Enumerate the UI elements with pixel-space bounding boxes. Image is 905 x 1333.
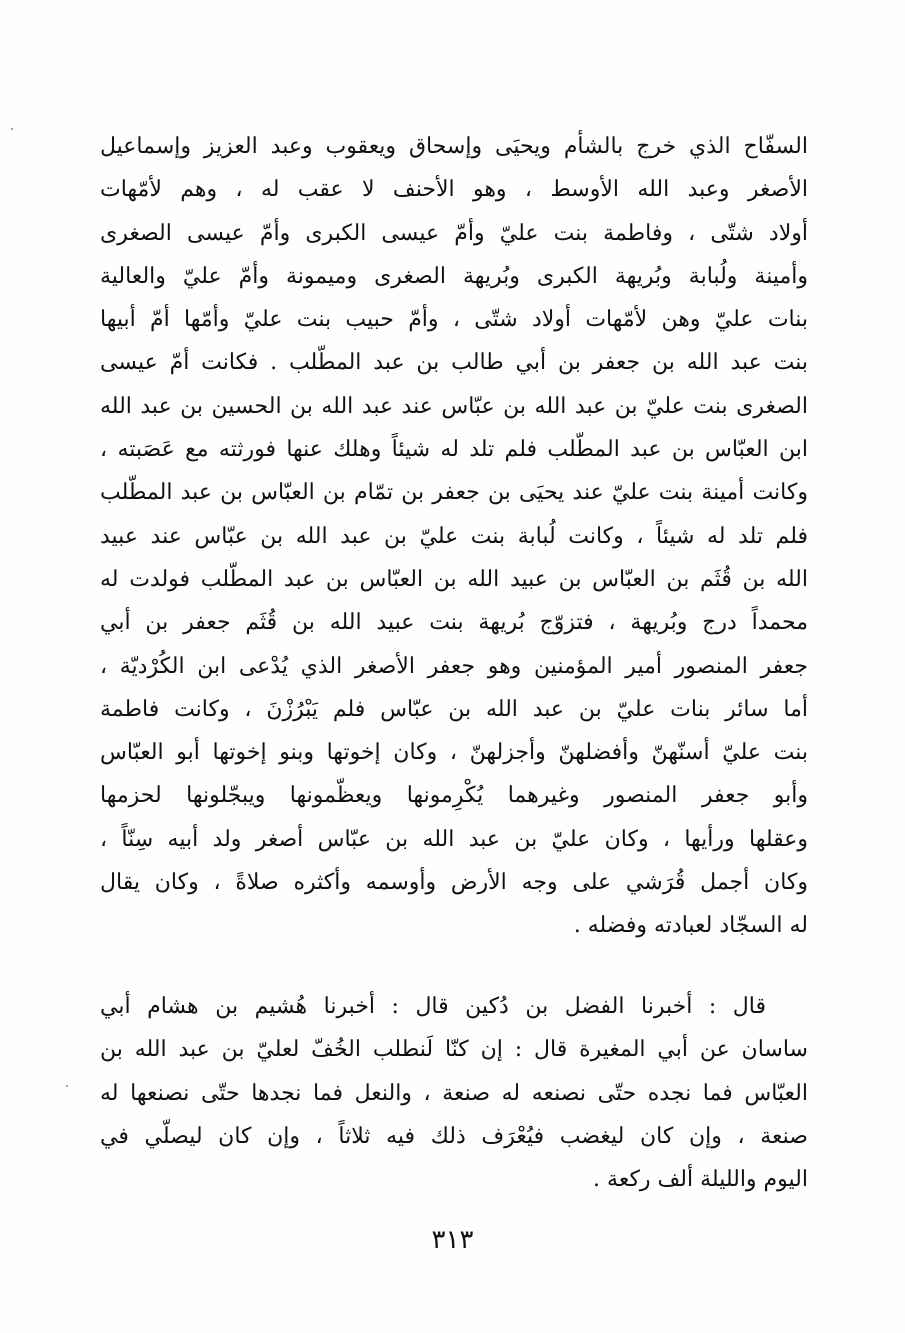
text-line: الصغرى بنت عليّ بن عبد الله بن عبّاس عند عبد الله بن الحسين بن عبد الله: [100, 393, 808, 419]
text-line: أما سائر بنات عليّ بن عبد الله بن عبّاس فلم يَبْرُزْنَ ، وكانت فاطمة: [100, 696, 808, 722]
text-line: وأمينة ولُبابة وبُريهة الكبرى وبُريهة الصغرى وميمونة وأمّ عليّ والعالية: [100, 263, 808, 289]
text-line: الأصغر وعبد الله الأوسط ، وهو الأحنف لا عقب له ، وهم لأمّهات: [100, 177, 808, 203]
text-line: وأبو جعفر المنصور وغيرهما يُكْرِمونها ويعظّمونها ويبجّلونها لحزمها: [100, 783, 808, 809]
text-line: وكان أجمل قُرَشي على وجه الأرض وأوسمه وأكثره صلاةً ، وكان يقال: [100, 870, 808, 896]
text-line: جعفر المنصور أمير المؤمنين وهو جعفر الأصغر الذي يُدْعى ابن الكُرْديّة ،: [100, 653, 808, 679]
paper-speck: [66, 1085, 68, 1087]
text-line: فلم تلد له شيئاً ، وكانت لُبابة بنت عليّ بن عبد الله بن عبّاس عند عبيد: [100, 523, 808, 549]
text-line: بنت عبد الله بن جعفر بن أبي طالب بن عبد المطّلب . فكانت أمّ عيسى: [100, 350, 808, 376]
page-number: ٣١٣: [431, 1225, 474, 1255]
text-line: السفّاح الذي خرج بالشأم ويحيَى وإسحاق ويعقوب وعبد العزيز وإسماعيل: [100, 134, 808, 159]
text-line: أولاد شتّى ، وفاطمة بنت عليّ وأمّ عيسى الكبرى وأمّ عيسى الصغرى: [100, 220, 808, 246]
paragraph-main: [100, 125, 808, 948]
text-line: ابن العبّاس بن عبد المطّلب فلم تلد له شيئاً وهلك عنها فورثته مع عَصَبته ،: [100, 437, 808, 463]
text-line: محمداً درج وبُريهة ، فتزوّج بُريهة بنت عبيد الله بن قُثَم جعفر بن أبي: [100, 610, 808, 636]
text-line: وعقلها ورأيها ، وكان عليّ بن عبد الله بن عبّاس أصغر ولد أبيه سِنّاً ،: [100, 826, 808, 852]
paragraph-narration: [100, 985, 808, 1201]
text-line: قال : أخبرنا الفضل بن دُكين قال : أخبرنا هُشيم بن هشام أبي: [100, 994, 766, 1019]
text-line: له السجّاد لعبادته وفضله .: [573, 913, 808, 939]
text-line: وكانت أمينة بنت عليّ عند يحيَى بن جعفر بن تمّام بن العبّاس بن عبد المطّلب: [100, 480, 808, 506]
text-line: الله بن قُثَم بن العبّاس بن عبيد الله بن العبّاس بن عبد المطّلب فولدت له: [100, 566, 808, 592]
text-line: بنت عليّ أسنّهنّ وأفضلهنّ وأجزلهنّ ، وكان إخوتها وبنو إخوتها أبو العبّاس: [100, 740, 808, 766]
text-line: بنات عليّ وهن لأمّهات أولاد شتّى ، وأمّ حبيب بنت عليّ وأمّها أمّ أبيها: [100, 307, 808, 333]
text-line: العبّاس فما نجده حتّى نصنعه له صنعة ، والنعل فما نجدها حتّى نصنعها له: [100, 1080, 808, 1106]
text-line: ساسان عن أبي المغيرة قال : إن كنّا لَنطلب الخُفّ لعليّ بن عبد الله بن: [100, 1037, 808, 1063]
text-line: اليوم والليلة ألف ركعة .: [593, 1167, 808, 1193]
paper-speck: [11, 128, 13, 130]
text-line: صنعة ، وإن كان ليغضب فيُعْرَف ذلك فيه ثلاثاً ، وإن كان ليصلّي في: [100, 1123, 808, 1149]
